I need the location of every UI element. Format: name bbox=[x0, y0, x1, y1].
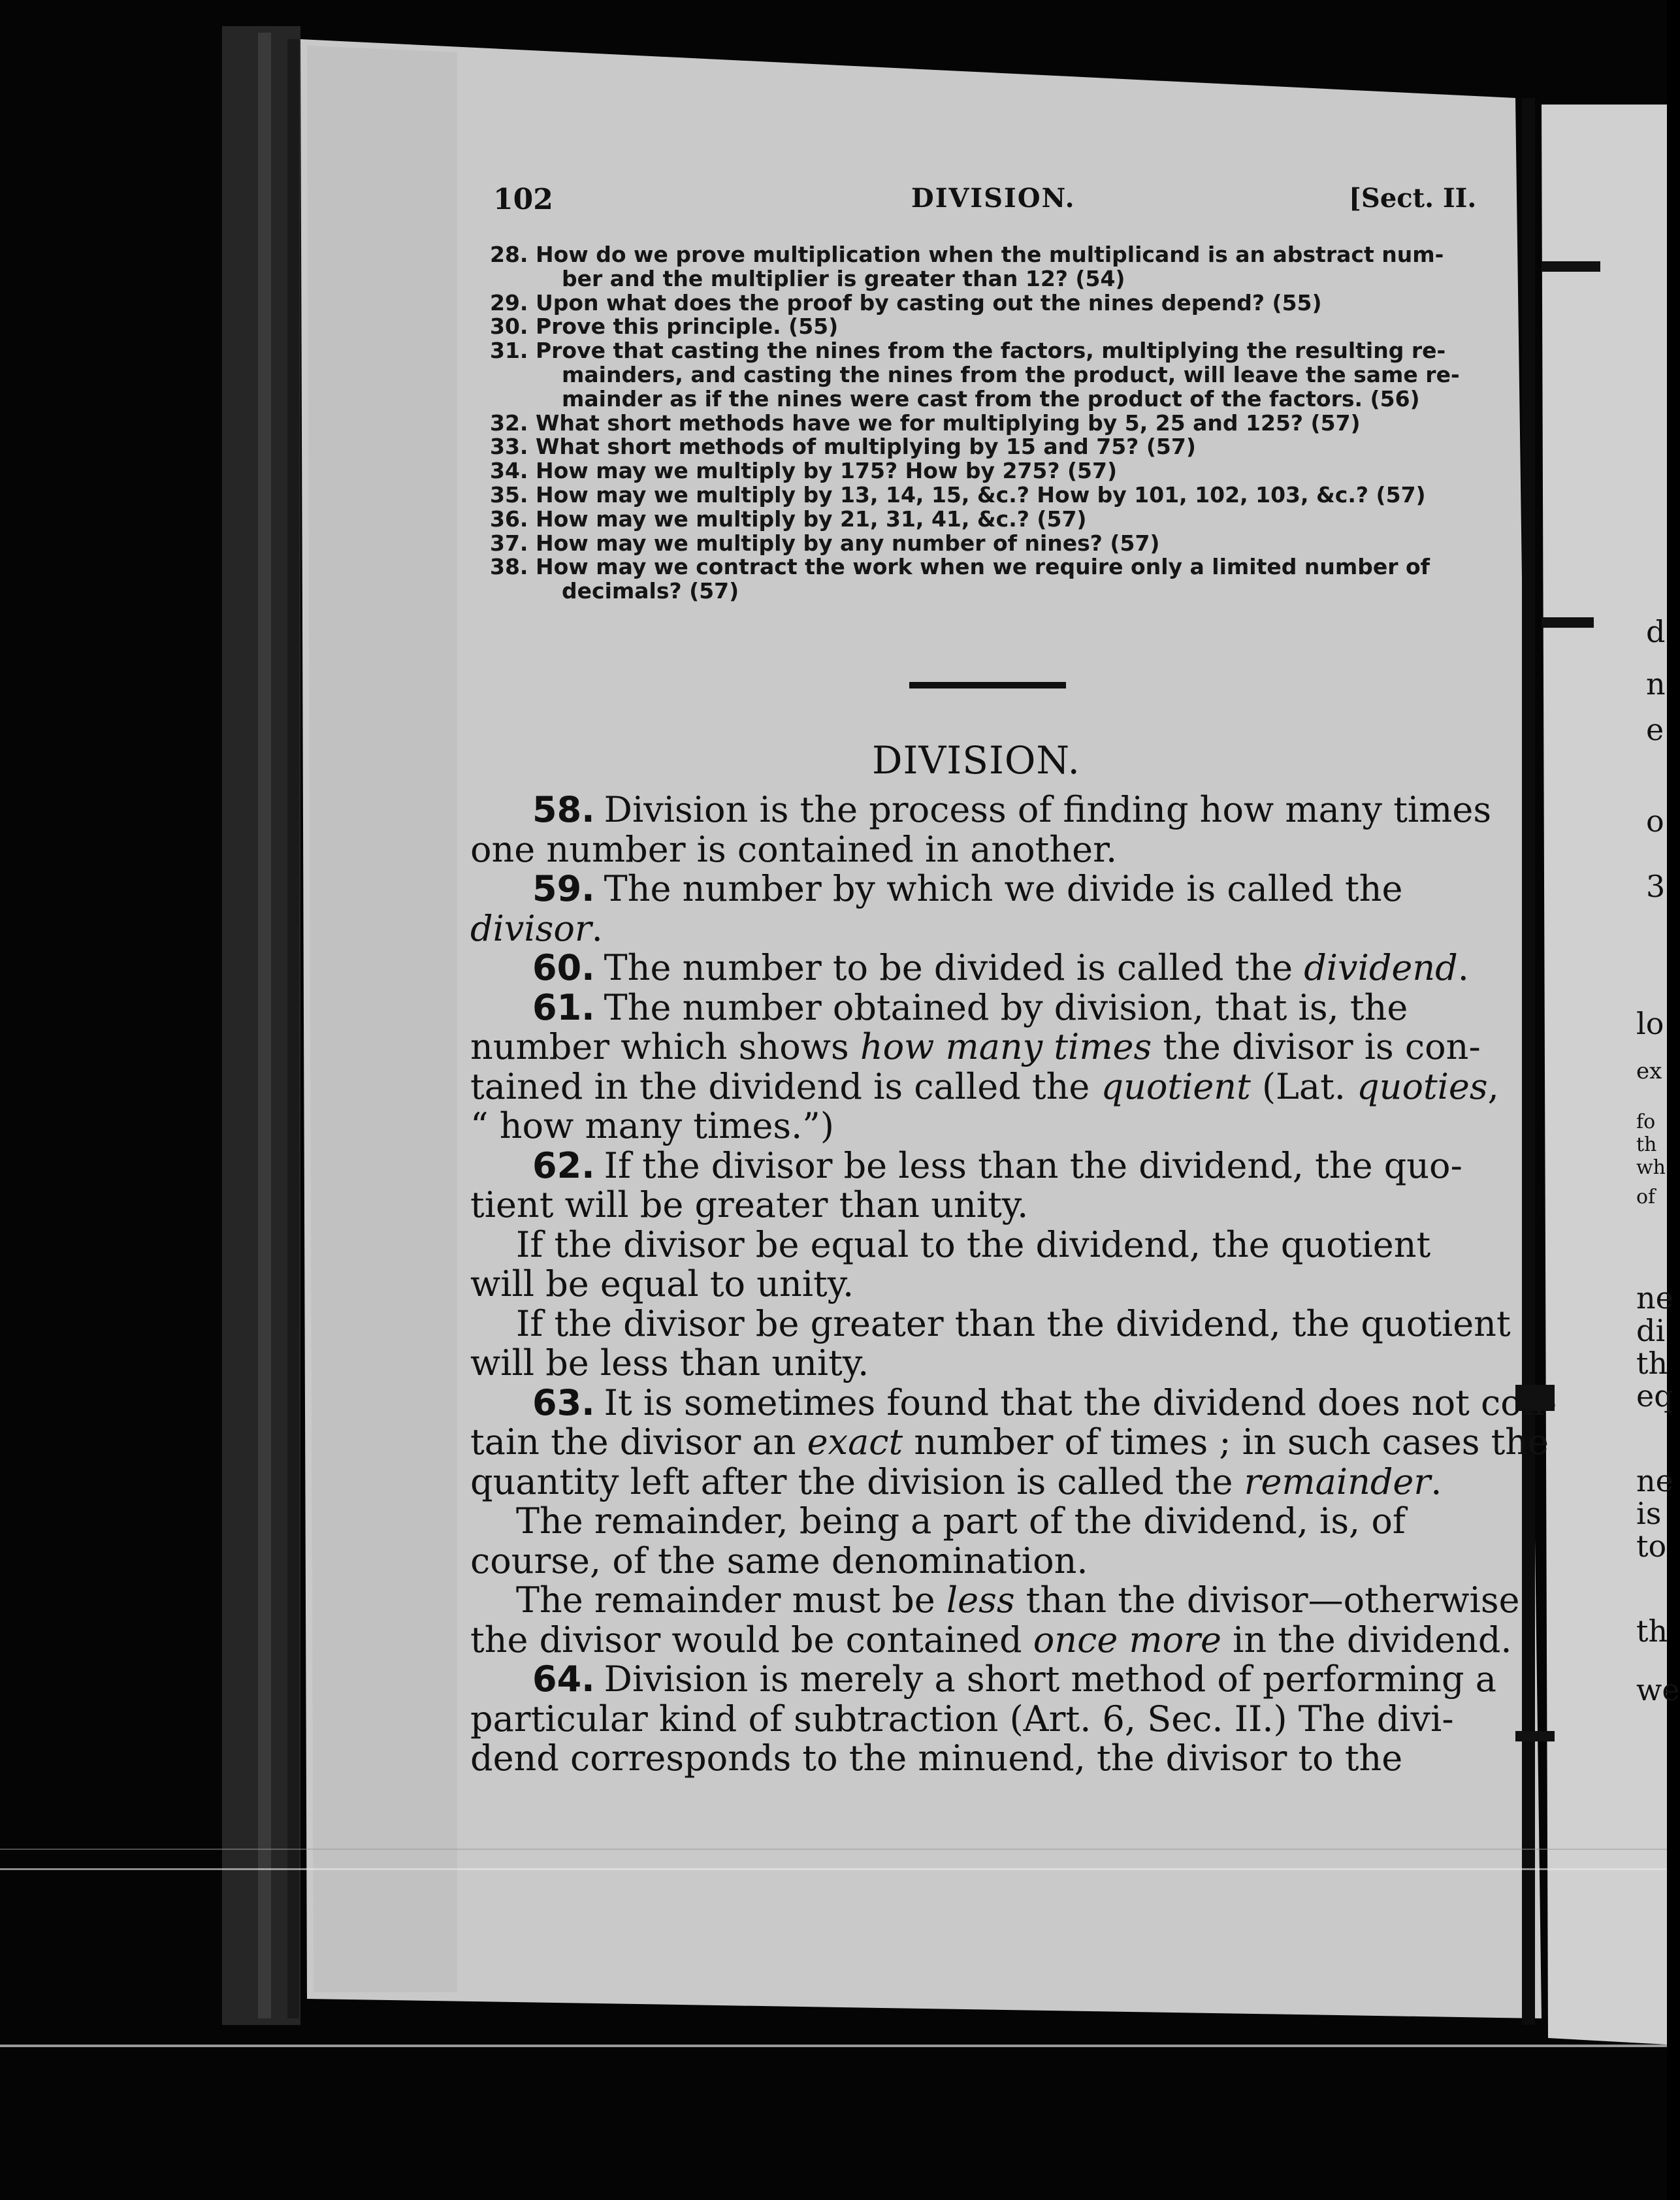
running-title: DIVISION. bbox=[911, 183, 1076, 214]
facing-page-fragment: we bbox=[1636, 1672, 1680, 1707]
para-64: 64. Division is merely a short method of performing a bbox=[532, 1658, 1496, 1700]
facing-page-fragment: fo bbox=[1636, 1110, 1656, 1133]
facing-page-fragment: lo bbox=[1636, 1006, 1664, 1041]
line: tained in the dividend is called the quotient (Lat. quoties, bbox=[470, 1065, 1499, 1107]
line: If the divisor be equal to the dividend, the quotient bbox=[516, 1223, 1431, 1265]
question-31-cont-1: mainders, and casting the nines from the product, will leave the same re- bbox=[562, 361, 1460, 387]
facing-page-fragment: 3 bbox=[1646, 869, 1666, 904]
section-divider bbox=[909, 682, 1066, 688]
question-31-cont-2: mainder as if the nines were cast from the product of the factors. (56) bbox=[562, 385, 1420, 412]
question-34: 34. How may we multiply by 175? How by 275? (57) bbox=[490, 458, 1118, 484]
line: quantity left after the division is called the remainder. bbox=[470, 1461, 1442, 1502]
question-35: 35. How may we multiply by 13, 14, 15, &c.? How by 101, 102, 103, &c.? (57) bbox=[490, 481, 1426, 508]
question-38-cont: decimals? (57) bbox=[562, 578, 739, 604]
line: will be less than unity. bbox=[470, 1342, 869, 1383]
line: divisor. bbox=[470, 907, 603, 949]
question-38: 38. How may we contract the work when we require only a limited number of bbox=[490, 554, 1430, 580]
facing-page-fragment: d bbox=[1646, 614, 1666, 649]
line: The remainder, being a part of the dividend, is, of bbox=[516, 1500, 1406, 1542]
question-31: 31. Prove that casting the nines from the factors, multiplying the resulting re- bbox=[490, 338, 1446, 364]
question-28: 28. How do we prove multiplication when the multiplicand is an abstract num- bbox=[490, 242, 1444, 267]
section-title: DIVISION. bbox=[872, 738, 1080, 783]
facing-page-fragment: o bbox=[1646, 803, 1664, 839]
facing-page-fragment: eq bbox=[1636, 1378, 1673, 1414]
facing-page-fragment: th bbox=[1636, 1613, 1668, 1649]
question-30: 30. Prove this principle. (55) bbox=[490, 314, 839, 340]
question-29: 29. Upon what does the proof by casting out the nines depend? (55) bbox=[490, 289, 1322, 315]
question-28-cont: ber and the multiplier is greater than 12? (54) bbox=[562, 265, 1125, 291]
facing-page-fragment: n bbox=[1646, 666, 1666, 702]
line: “ how many times.”) bbox=[470, 1105, 834, 1146]
question-33: 33. What short methods of multiplying by 15 and 75? (57) bbox=[490, 434, 1196, 460]
para-58: 58. Division is the process of finding how many times bbox=[532, 789, 1492, 830]
facing-page-fragment: di bbox=[1636, 1313, 1666, 1348]
line: the divisor would be contained once more in the dividend. bbox=[470, 1619, 1512, 1660]
para-63: 63. It is sometimes found that the dividend does not con- bbox=[532, 1382, 1557, 1423]
facing-page-fragment: ne bbox=[1636, 1463, 1673, 1498]
para-59: 59. The number by which we divide is called the bbox=[532, 868, 1403, 909]
line: course, of the same denomination. bbox=[470, 1540, 1088, 1581]
question-36: 36. How may we multiply by 21, 31, 41, &c.? (57) bbox=[490, 506, 1087, 532]
question-32: 32. What short methods have we for multiplying by 5, 25 and 125? (57) bbox=[490, 410, 1361, 436]
page-number: 102 bbox=[493, 183, 553, 216]
review-questions bbox=[490, 243, 1470, 604]
line: particular kind of subtraction (Art. 6, Sec. II.) The divi- bbox=[470, 1698, 1454, 1739]
line: If the divisor be greater than the dividend, the quotient bbox=[516, 1302, 1511, 1344]
para-62: 62. If the divisor be less than the dividend, the quo- bbox=[532, 1144, 1462, 1186]
line: number which shows how many times the divisor is con- bbox=[470, 1026, 1481, 1067]
facing-page-fragment: wh bbox=[1636, 1156, 1666, 1179]
line: tient will be greater than unity. bbox=[470, 1184, 1029, 1225]
facing-page-fragment: ne bbox=[1636, 1280, 1673, 1316]
section-reference: [Sect. II. bbox=[1349, 183, 1477, 214]
para-61: 61. The number obtained by division, that is, the bbox=[532, 986, 1408, 1028]
division-text bbox=[470, 789, 1557, 1779]
line: The remainder must be less than the divisor—otherwise bbox=[516, 1579, 1520, 1621]
facing-page-fragment: e bbox=[1646, 712, 1664, 747]
facing-page-fragment: is bbox=[1636, 1496, 1662, 1531]
facing-page-fragment: to bbox=[1636, 1529, 1667, 1564]
line: tain the divisor an exact number of times ; in such cases the bbox=[470, 1421, 1549, 1463]
facing-page-fragment: ex bbox=[1636, 1058, 1662, 1084]
para-60: 60. The number to be divided is called the dividend. bbox=[532, 947, 1469, 988]
facing-page-fragment: of bbox=[1636, 1186, 1656, 1208]
line: dend corresponds to the minuend, the divisor to the bbox=[470, 1738, 1403, 1779]
question-37: 37. How may we multiply by any number of nines? (57) bbox=[490, 530, 1160, 556]
facing-page-fragment: th bbox=[1636, 1346, 1668, 1381]
line: one number is contained in another. bbox=[470, 828, 1118, 870]
line: will be equal to unity. bbox=[470, 1263, 854, 1304]
facing-page-fragment: th bbox=[1636, 1133, 1657, 1156]
